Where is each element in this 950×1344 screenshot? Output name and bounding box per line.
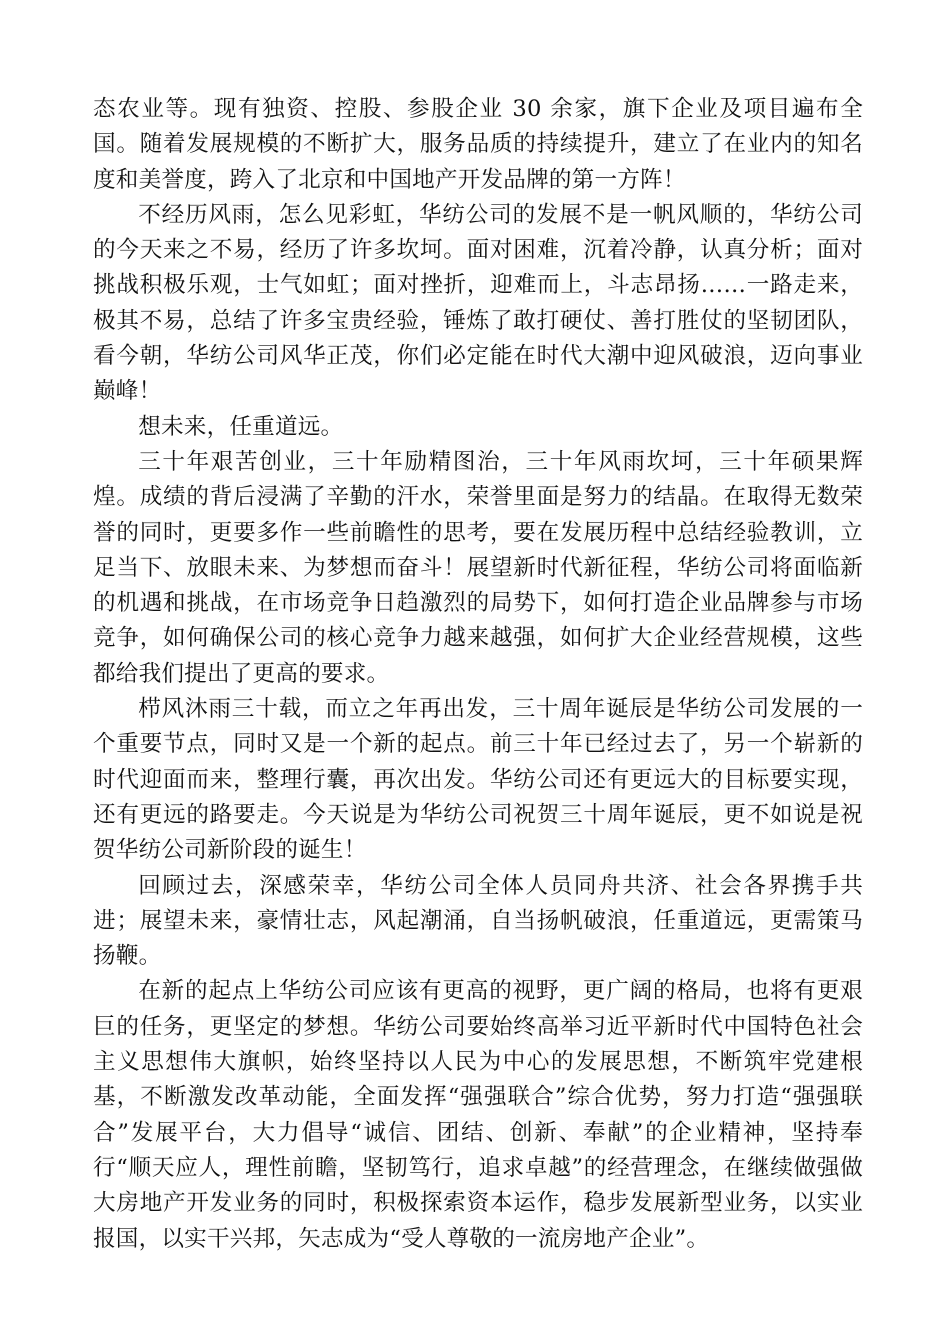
document-body [93, 92, 863, 1257]
paragraph-1: 态农业等。现有独资、控股、参股企业 30 余家，旗下企业及项目遍布全国。随着发展规模的不断扩大，服务品质的持续提升，建立了在业内的知名度和美誉度，跨入了北京和中国地产开发品牌的第一方阵！ [93, 96, 863, 193]
paragraph-4: 三十年艰苦创业，三十年励精图治，三十年风雨坎坷，三十年硕果辉煌。成绩的背后浸满了辛勤的汗水，荣誉里面是努力的结晶。在取得无数荣誉的同时，更要多作一些前瞻性的思考，要在发展历程中总结经验教训，立足当下、放眼未来、为梦想而奋斗！展望新时代新征程，华纺公司将面临新的机遇和挑战，在市场竞争日趋激烈的局势下，如何打造企业品牌参与市场竞争，如何确保公司的核心竞争力越来越强，如何扩大企业经营规模，这些都给我们提出了更高的要求。 [93, 448, 863, 687]
paragraph-5: 栉风沐雨三十载，而立之年再出发，三十周年诞辰是华纺公司发展的一个重要节点，同时又是一个新的起点。前三十年已经过去了，另一个崭新的时代迎面而来，整理行囊，再次出发。华纺公司还有更远大的目标要实现，还有更远的路要走。今天说是为华纺公司祝贺三十周年诞辰，更不如说是祝贺华纺公司新阶段的诞生！ [93, 696, 863, 864]
paragraph-2: 不经历风雨，怎么见彩虹，华纺公司的发展不是一帆风顺的，华纺公司的今天来之不易，经历了许多坎坷。面对困难，沉着冷静，认真分析；面对挑战积极乐观，士气如虹；面对挫折，迎难而上，斗志昂扬……一路走来，极其不易，总结了许多宝贵经验，锤炼了敢打硬仗、善打胜仗的坚韧团队，看今朝，华纺公司风华正茂，你们必定能在时代大潮中迎风破浪，迈向事业巅峰！ [93, 201, 863, 405]
paragraph-6: 回顾过去，深感荣幸，华纺公司全体人员同舟共济、社会各界携手共进；展望未来，豪情壮志，风起潮涌，自当扬帆破浪，任重道远，更需策马扬鞭。 [93, 872, 863, 970]
paragraph-3: 想未来，任重道远。 [138, 413, 344, 440]
paragraph-7: 在新的起点上华纺公司应该有更高的视野，更广阔的格局，也将有更艰巨的任务，更坚定的梦想。华纺公司要始终高举习近平新时代中国特色社会主义思想伟大旗帜，始终坚持以人民为中心的发展思想，不断筑牢党建根基，不断激发改革动能，全面发挥“强强联合”综合优势，努力打造“强强联合”发展平台，大力倡导“诚信、团结、创新、奉献”的企业精神，坚持奉行“顺天应人，理性前瞻，坚韧笃行，追求卓越”的经营理念，在继续做强做大房地产开发业务的同时，积极探索资本运作，稳步发展新型业务，以实业报国，以实干兴邦，矢志成为“受人尊敬的一流房地产企业”。 [93, 978, 863, 1252]
